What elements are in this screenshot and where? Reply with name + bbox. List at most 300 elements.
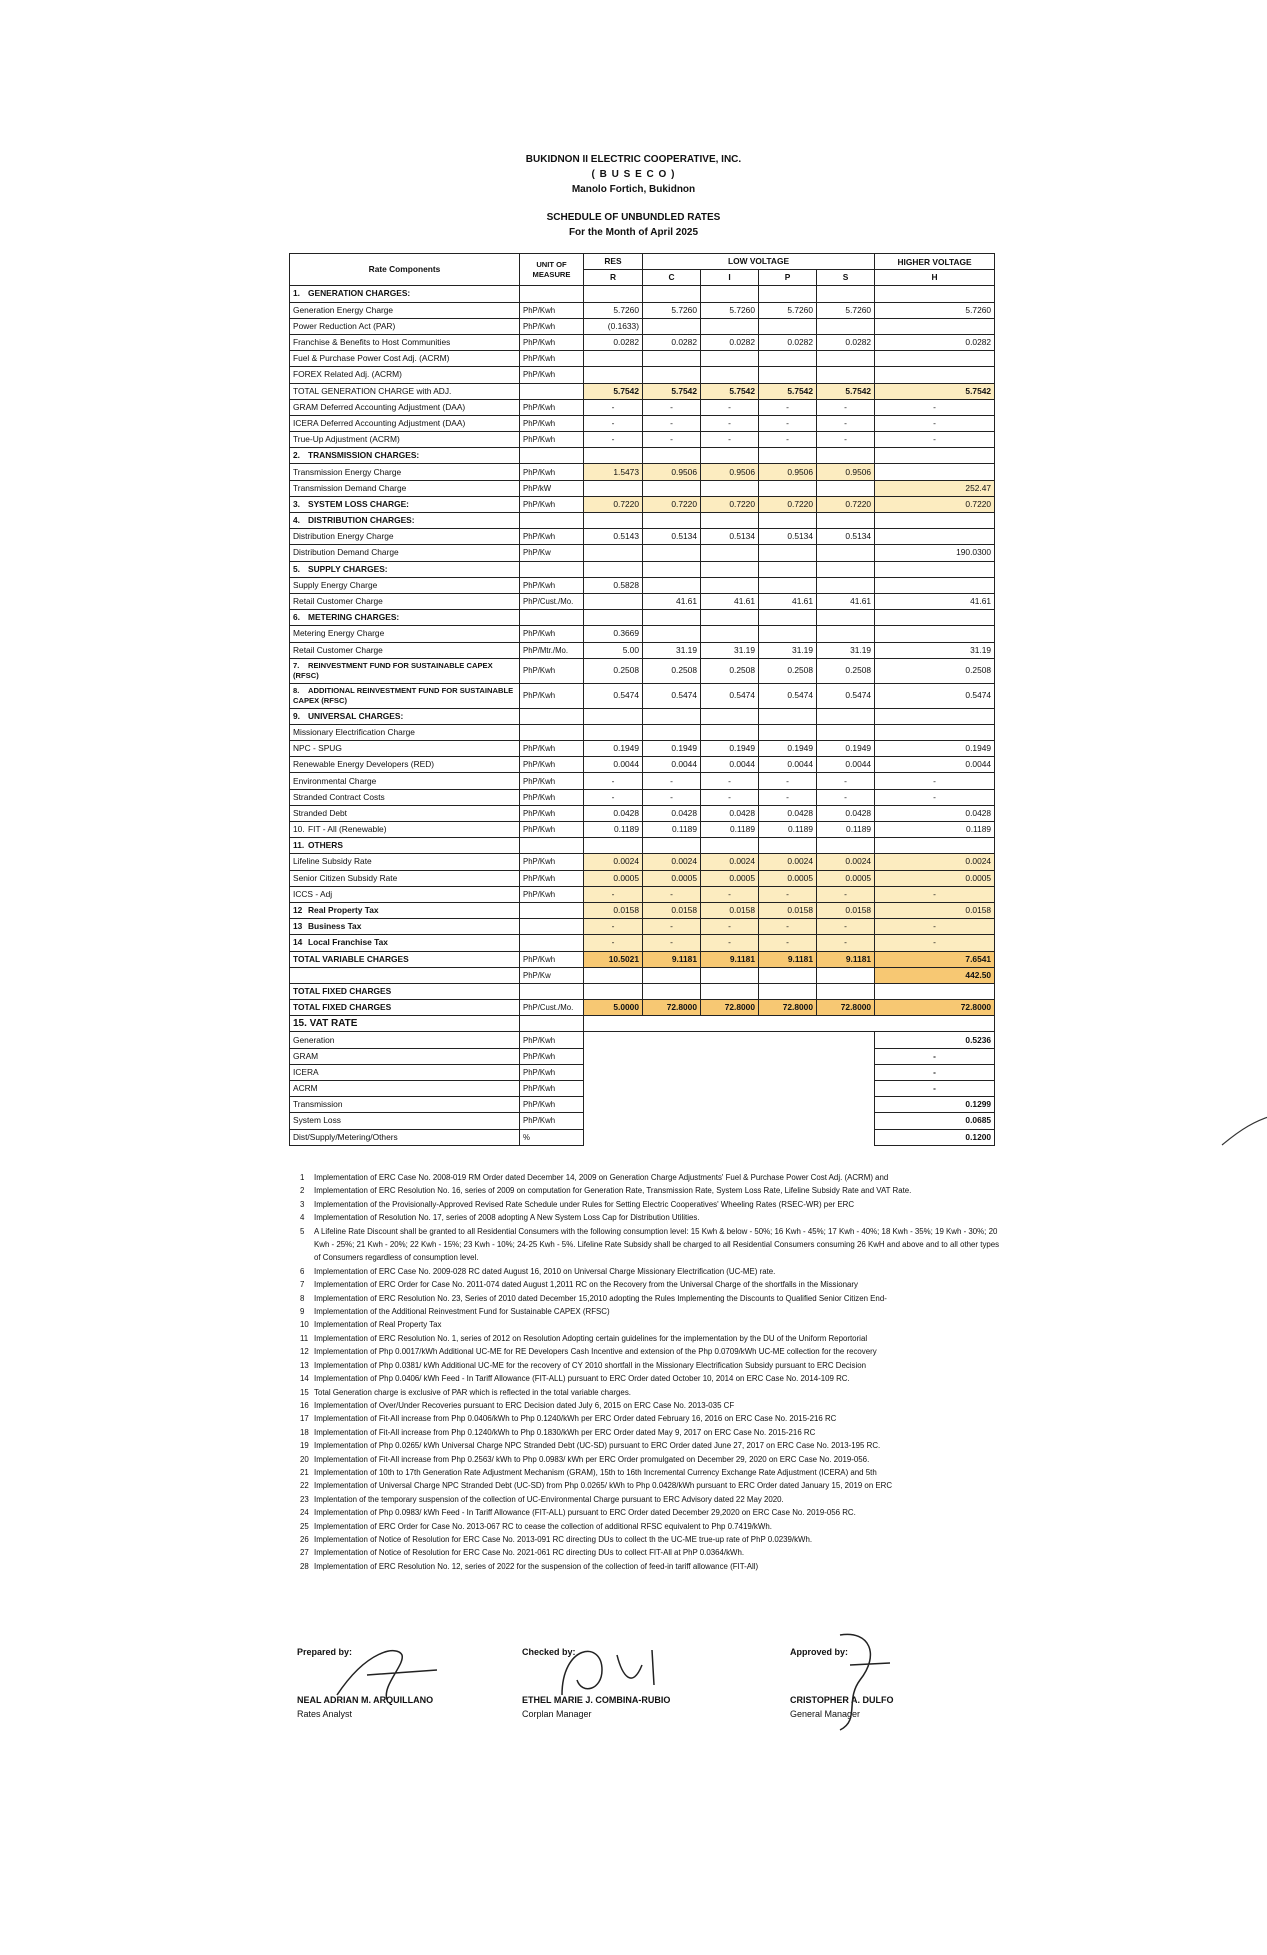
rate-value xyxy=(875,724,995,740)
rate-value xyxy=(584,351,643,367)
company-location: Manolo Fortich, Bukidnon xyxy=(571,184,696,195)
rate-component-label xyxy=(290,1000,520,1016)
table-row xyxy=(290,464,995,480)
rate-value: 5.7260 xyxy=(584,302,643,318)
rate-component-label xyxy=(290,545,520,561)
footnote-item xyxy=(300,1506,1000,1519)
unit-of-measure: PhP/Kwh xyxy=(520,432,584,448)
footnote-number: 3 xyxy=(300,1199,305,1209)
rates-table-body xyxy=(290,286,995,1016)
footnote-item xyxy=(300,1466,1000,1479)
row-label: Environmental Charge xyxy=(293,775,377,786)
vat-row xyxy=(290,1064,995,1080)
unit-of-measure: PhP/Kwh xyxy=(520,529,584,545)
rate-value: 31.19 xyxy=(701,642,759,658)
rate-value: - xyxy=(759,773,817,789)
rate-value xyxy=(643,513,701,529)
row-label: Stranded Contract Costs xyxy=(293,791,385,802)
table-row xyxy=(290,432,995,448)
rate-value: 0.0428 xyxy=(701,805,759,821)
footnote-number: 20 xyxy=(300,1454,309,1464)
rate-value: - xyxy=(875,935,995,951)
rate-value: - xyxy=(875,399,995,415)
rate-value xyxy=(643,480,701,496)
code-i: I xyxy=(701,270,759,286)
row-label: UNIVERSAL CHARGES: xyxy=(308,710,404,721)
footnote-item xyxy=(300,1211,1000,1224)
footnote-text: Implementation of Fit-All increase from Php 0.2563/ kWh to Php 0.0983/ kWh per ERC Order promulgated on December 29, 2020 on ERC Case No. 2019-056. xyxy=(314,1454,870,1464)
rate-value: 9.1181 xyxy=(759,951,817,967)
footnote-number: 18 xyxy=(300,1427,309,1437)
footnote-item xyxy=(300,1372,1000,1385)
footnote-text: Implementation of ERC Resolution No. 16, series of 2009 on computation for Generation Rate, Transmission Rate, System Loss Rate, Lifeline Subsidy Rate and VAT Rate. xyxy=(314,1186,912,1196)
rate-value xyxy=(817,967,875,983)
rate-value: 0.1189 xyxy=(584,822,643,838)
row-label: True-Up Adjustment (ACRM) xyxy=(293,434,400,445)
rate-value: - xyxy=(759,935,817,951)
footnote-text: Implementation of Php 0.0017/kWh Additional UC-ME for RE Developers Cash Incentive and extension of the Php 0.0709/kWh UC-ME collection for the recovery xyxy=(314,1347,877,1357)
rate-value xyxy=(643,286,701,302)
row-label: FIT - All (Renewable) xyxy=(308,824,387,835)
checked-label: Checked by: xyxy=(522,1647,576,1657)
rate-value: 0.0282 xyxy=(643,334,701,350)
rate-value: - xyxy=(643,935,701,951)
footnote-text: A Lifeline Rate Discount shall be granted to all Residential Consumers with the following consumption level: 15 Kwh & below - 50%; 16 Kwh - 45%; 17 Kwh - 40%; 18 Kwh - 35%; 19 Kwh - 30%; 20 Kwh - 25%; 21 Kwh - 20%; 22 Kwh - 15%; 23 Kwh - 10%; 24-25 Kwh - 5%. Lifeline Rate Subsidy shall be charged to all Residential Consumers consuming 26 KwH and above and to all other types of Consumers regardless of consumption level. xyxy=(314,1226,1000,1263)
table-row xyxy=(290,1000,995,1016)
rate-value xyxy=(817,626,875,642)
rate-value: 0.0428 xyxy=(817,805,875,821)
rate-component-label xyxy=(290,529,520,545)
unit-of-measure: PhP/Kwh xyxy=(520,658,584,683)
rate-component-label xyxy=(290,886,520,902)
unit-of-measure xyxy=(520,610,584,626)
table-row xyxy=(290,822,995,838)
rate-value: 0.0024 xyxy=(643,854,701,870)
footnote-item xyxy=(300,1426,1000,1439)
vat-value: 0.1200 xyxy=(875,1129,995,1145)
rate-value xyxy=(584,367,643,383)
rate-value xyxy=(817,367,875,383)
rate-component-label xyxy=(290,683,520,708)
unit-of-measure: PhP/Kwh xyxy=(520,496,584,512)
rate-value: 0.0024 xyxy=(701,854,759,870)
rate-value: 5.00 xyxy=(584,642,643,658)
table-row xyxy=(290,935,995,951)
rate-value xyxy=(875,448,995,464)
table-row xyxy=(290,529,995,545)
table-row xyxy=(290,545,995,561)
unit-of-measure: PhP/Kwh xyxy=(520,399,584,415)
rate-value: 0.7220 xyxy=(584,496,643,512)
row-label: Distribution Energy Charge xyxy=(293,531,394,542)
row-label: ICCS - Adj xyxy=(293,888,333,899)
rate-value xyxy=(817,724,875,740)
vat-blank xyxy=(584,1113,875,1129)
rate-value: 0.0005 xyxy=(643,870,701,886)
row-label: Retail Customer Charge xyxy=(293,644,383,655)
rate-value xyxy=(817,351,875,367)
rate-value xyxy=(643,351,701,367)
rate-value: 9.1181 xyxy=(701,951,759,967)
rate-value: - xyxy=(701,415,759,431)
rate-component-label xyxy=(290,935,520,951)
rate-value xyxy=(817,448,875,464)
vat-label: ACRM xyxy=(290,1081,520,1097)
row-label: Franchise & Benefits to Host Communities xyxy=(293,337,451,348)
company-name: BUKIDNON II ELECTRIC COOPERATIVE, INC. xyxy=(525,154,742,165)
rate-value: - xyxy=(875,886,995,902)
rate-value: 0.1949 xyxy=(643,741,701,757)
rate-value: 0.0005 xyxy=(759,870,817,886)
table-row xyxy=(290,415,995,431)
rate-component-label xyxy=(290,448,520,464)
rate-component-label xyxy=(290,464,520,480)
table-row xyxy=(290,367,995,383)
code-s: S xyxy=(817,270,875,286)
unit-of-measure: PhP/Kwh xyxy=(520,683,584,708)
rate-value: 0.2508 xyxy=(584,658,643,683)
rate-value xyxy=(643,610,701,626)
footnote-number: 1 xyxy=(300,1173,305,1182)
rate-value xyxy=(701,838,759,854)
rate-value xyxy=(584,724,643,740)
rate-value: 0.0024 xyxy=(875,854,995,870)
rate-value: - xyxy=(875,415,995,431)
rate-value: 0.5134 xyxy=(817,529,875,545)
rate-value: 0.0282 xyxy=(875,334,995,350)
rate-value: - xyxy=(701,399,759,415)
footnote-text: Implementation of the Provisionally-Approved Revised Rate Schedule under Rules for Setting Electric Cooperatives' Wheeling Rates (RSEC-WR) per ERC xyxy=(314,1199,855,1209)
rate-value xyxy=(584,983,643,999)
row-label: Retail Customer Charge xyxy=(293,596,383,607)
vat-row xyxy=(290,1032,995,1048)
rate-value: 41.61 xyxy=(701,593,759,609)
row-label: REINVESTMENT FUND FOR SUSTAINABLE CAPEX (RFSC) xyxy=(293,660,493,680)
table-row xyxy=(290,967,995,983)
rate-component-label xyxy=(290,967,520,983)
rate-value xyxy=(584,967,643,983)
table-row xyxy=(290,854,995,870)
rate-value: 0.7220 xyxy=(643,496,701,512)
unit-of-measure: PhP/Kw xyxy=(520,545,584,561)
rate-value: 0.5474 xyxy=(701,683,759,708)
rate-value xyxy=(701,286,759,302)
rate-value: 7.6541 xyxy=(875,951,995,967)
rate-value xyxy=(643,838,701,854)
rate-component-label xyxy=(290,399,520,415)
vat-value: - xyxy=(875,1048,995,1064)
rate-value xyxy=(584,513,643,529)
table-row xyxy=(290,886,995,902)
vat-unit: PhP/Kwh xyxy=(520,1097,584,1113)
table-row xyxy=(290,286,995,302)
table-row xyxy=(290,610,995,626)
footnote-number: 2 xyxy=(300,1186,305,1196)
rate-value: 0.1189 xyxy=(643,822,701,838)
rate-component-label xyxy=(290,351,520,367)
unit-of-measure xyxy=(520,902,584,918)
unit-of-measure: PhP/Kwh xyxy=(520,773,584,789)
footnote-number: 11 xyxy=(300,1333,309,1343)
rate-value: - xyxy=(584,773,643,789)
rate-value: - xyxy=(701,432,759,448)
rate-value: 0.7220 xyxy=(817,496,875,512)
rate-value xyxy=(759,367,817,383)
rate-value xyxy=(643,367,701,383)
unit-of-measure xyxy=(520,838,584,854)
table-row xyxy=(290,334,995,350)
rate-value: 5.7260 xyxy=(643,302,701,318)
rate-value xyxy=(701,367,759,383)
rate-value xyxy=(875,561,995,577)
unit-of-measure: PhP/Kwh xyxy=(520,318,584,334)
rate-value xyxy=(875,626,995,642)
vat-title-row xyxy=(290,1016,995,1032)
row-label: Stranded Debt xyxy=(293,807,348,818)
row-number: 6. xyxy=(293,612,300,623)
rate-value: 31.19 xyxy=(643,642,701,658)
footnote-number: 15 xyxy=(300,1387,309,1397)
rate-value: 0.5474 xyxy=(817,683,875,708)
unit-of-measure: PhP/Kwh xyxy=(520,415,584,431)
vat-label: Dist/Supply/Metering/Others xyxy=(290,1129,520,1145)
vat-row xyxy=(290,1113,995,1129)
rate-component-label xyxy=(290,789,520,805)
rate-component-label xyxy=(290,480,520,496)
rate-value: 0.5134 xyxy=(759,529,817,545)
unit-of-measure: PhP/Kwh xyxy=(520,626,584,642)
rate-value: - xyxy=(584,935,643,951)
rate-value: - xyxy=(759,432,817,448)
row-label: Missionary Electrification Charge xyxy=(293,726,415,737)
footnote-number: 14 xyxy=(300,1374,309,1384)
unit-of-measure xyxy=(520,708,584,724)
approved-label: Approved by: xyxy=(790,1647,849,1657)
footnote-item xyxy=(300,1305,1000,1318)
footnote-text: Implementation of Real Property Tax xyxy=(314,1320,442,1330)
code-p: P xyxy=(759,270,817,286)
rate-value: 5.0000 xyxy=(584,1000,643,1016)
footnote-item xyxy=(300,1399,1000,1412)
rate-value: 41.61 xyxy=(643,593,701,609)
rate-value: - xyxy=(643,773,701,789)
rate-value: 0.0005 xyxy=(701,870,759,886)
rate-value: 0.0282 xyxy=(701,334,759,350)
footnote-text: Implementation of Notice of Resolution for ERC Case No. 2021-061 RC directing DUs to collect FIT-All at PhP 0.0364/kWh. xyxy=(314,1548,745,1558)
rate-value xyxy=(817,286,875,302)
unit-of-measure xyxy=(520,983,584,999)
rate-value xyxy=(759,610,817,626)
footnote-text: Implementation of Notice of Resolution for ERC Case No. 2013-091 RC directing DUs to collect th the UC-ME true-up rate of PhP 0.0239/kWh. xyxy=(314,1534,813,1544)
rate-value: - xyxy=(643,399,701,415)
rate-component-label xyxy=(290,432,520,448)
header-unit: UNIT OF MEASURE xyxy=(520,254,584,286)
rate-component-label xyxy=(290,302,520,318)
vat-row xyxy=(290,1048,995,1064)
footnote-number: 21 xyxy=(300,1467,309,1477)
rate-value: - xyxy=(817,415,875,431)
rate-value xyxy=(817,577,875,593)
rate-value: 0.0158 xyxy=(759,902,817,918)
table-row xyxy=(290,870,995,886)
rate-value xyxy=(701,480,759,496)
vat-value: 0.1299 xyxy=(875,1097,995,1113)
rate-component-label xyxy=(290,496,520,512)
footnote-item xyxy=(300,1479,1000,1492)
rate-value: 0.7220 xyxy=(701,496,759,512)
rate-value: 0.5143 xyxy=(584,529,643,545)
row-label: Renewable Energy Developers (RED) xyxy=(293,759,435,770)
table-row xyxy=(290,773,995,789)
row-label: TOTAL GENERATION CHARGE with ADJ. xyxy=(293,385,452,396)
table-row xyxy=(290,496,995,512)
rate-value xyxy=(817,838,875,854)
rate-component-label xyxy=(290,626,520,642)
rate-value: 0.1949 xyxy=(875,741,995,757)
row-label: Fuel & Purchase Power Cost Adj. (ACRM) xyxy=(293,353,450,364)
rate-value: 0.0282 xyxy=(584,334,643,350)
row-label: TRANSMISSION CHARGES: xyxy=(308,450,420,461)
rate-value xyxy=(759,561,817,577)
rate-value: - xyxy=(701,886,759,902)
rate-value: 252.47 xyxy=(875,480,995,496)
rate-value: 31.19 xyxy=(875,642,995,658)
vat-table-body xyxy=(290,1016,995,1146)
rate-value xyxy=(817,983,875,999)
footnote-number: 22 xyxy=(300,1481,309,1491)
unit-of-measure xyxy=(520,513,584,529)
rate-value: - xyxy=(817,919,875,935)
footnote-number: 16 xyxy=(300,1400,309,1410)
rate-component-label xyxy=(290,577,520,593)
rate-value: 41.61 xyxy=(759,593,817,609)
rate-value: 5.7542 xyxy=(875,383,995,399)
vat-blank xyxy=(584,1064,875,1080)
footnote-item xyxy=(300,1560,1000,1573)
unit-of-measure: PhP/Kwh xyxy=(520,854,584,870)
rate-value: 0.9506 xyxy=(759,464,817,480)
rate-value xyxy=(701,513,759,529)
rate-value: - xyxy=(759,399,817,415)
row-label: Metering Energy Charge xyxy=(293,628,385,639)
prepared-name: NEAL ADRIAN M. ARQUILLANO xyxy=(297,1695,434,1705)
footnote-number: 5 xyxy=(300,1226,305,1236)
vat-unit: % xyxy=(520,1129,584,1145)
footnote-item xyxy=(300,1533,1000,1546)
table-row xyxy=(290,577,995,593)
row-number: 12 xyxy=(293,905,303,916)
footnote-number: 7 xyxy=(300,1280,305,1290)
footnote-number: 27 xyxy=(300,1548,309,1558)
rate-value xyxy=(759,286,817,302)
rate-value: 0.2508 xyxy=(875,658,995,683)
rate-value: 0.0005 xyxy=(875,870,995,886)
unit-of-measure xyxy=(520,286,584,302)
unit-of-measure xyxy=(520,935,584,951)
rate-value xyxy=(643,983,701,999)
footnote-text: Implementation of Php 0.0381/ kWh Additional UC-ME for the recovery of CY 2010 shortfall in the Missionary Electrification Subsidy pursuant to ERC Decision xyxy=(314,1360,867,1370)
row-label: Local Franchise Tax xyxy=(308,937,388,948)
vat-value: 0.5236 xyxy=(875,1032,995,1048)
rate-value: 0.0044 xyxy=(759,757,817,773)
rate-value: 5.7542 xyxy=(701,383,759,399)
rate-value: 5.7542 xyxy=(643,383,701,399)
rate-value xyxy=(701,983,759,999)
row-label: Distribution Demand Charge xyxy=(293,547,399,558)
rate-value xyxy=(759,708,817,724)
rate-value: - xyxy=(584,399,643,415)
unit-of-measure: PhP/Kwh xyxy=(520,302,584,318)
unit-of-measure: PhP/Kwh xyxy=(520,757,584,773)
rates-table xyxy=(289,253,995,1146)
signature-approved-block xyxy=(790,1685,894,1721)
rate-value xyxy=(817,610,875,626)
table-row xyxy=(290,724,995,740)
footnote-item xyxy=(300,1318,1000,1331)
rate-value: - xyxy=(817,432,875,448)
rate-value xyxy=(759,967,817,983)
rate-value: 0.1949 xyxy=(817,741,875,757)
row-number: 7. xyxy=(293,660,300,670)
rate-value: 0.0044 xyxy=(817,757,875,773)
rate-value: - xyxy=(701,789,759,805)
row-number: 8. xyxy=(293,685,300,695)
rate-value: 0.1189 xyxy=(875,822,995,838)
row-label: Real Property Tax xyxy=(308,905,379,916)
vat-blank xyxy=(584,1081,875,1097)
table-row xyxy=(290,642,995,658)
table-row xyxy=(290,902,995,918)
rate-value: 0.0428 xyxy=(643,805,701,821)
vat-unit: PhP/Kwh xyxy=(520,1048,584,1064)
checked-title: Corplan Manager xyxy=(522,1709,592,1719)
rate-value xyxy=(875,838,995,854)
code-h: H xyxy=(875,270,995,286)
row-number: 5. xyxy=(293,563,300,574)
rate-component-label xyxy=(290,854,520,870)
rate-value: 5.7260 xyxy=(817,302,875,318)
unit-of-measure xyxy=(520,561,584,577)
rate-value xyxy=(701,724,759,740)
footnote-text: Implementation of ERC Order for Case No. 2013-067 RC to cease the collection of additional RFSC equivalent to Php 0.7419/kWh. xyxy=(314,1521,772,1531)
rate-value xyxy=(759,545,817,561)
footnote-item xyxy=(300,1292,1000,1305)
row-label: Senior Citizen Subsidy Rate xyxy=(293,872,398,883)
rate-value: 0.5474 xyxy=(643,683,701,708)
table-row xyxy=(290,919,995,935)
signature-mark-icon xyxy=(542,1635,682,1705)
rate-value: 0.0005 xyxy=(817,870,875,886)
footnote-number: 17 xyxy=(300,1414,309,1424)
unit-of-measure: PhP/Kwh xyxy=(520,886,584,902)
row-label: TOTAL VARIABLE CHARGES xyxy=(293,953,409,964)
rate-value: 9.1181 xyxy=(817,951,875,967)
rate-value xyxy=(701,561,759,577)
unit-of-measure xyxy=(520,448,584,464)
rate-value: 0.0428 xyxy=(759,805,817,821)
row-label: ADDITIONAL REINVESTMENT FUND FOR SUSTAINABLE CAPEX (RFSC) xyxy=(293,685,514,705)
rate-value xyxy=(875,367,995,383)
rate-value: 41.61 xyxy=(817,593,875,609)
document-title: SCHEDULE OF UNBUNDLED RATES xyxy=(546,212,721,223)
footnote-item xyxy=(300,1412,1000,1425)
rate-component-label xyxy=(290,708,520,724)
footnote-text: Total Generation charge is exclusive of PAR which is reflected in the total variable charges. xyxy=(314,1387,631,1397)
rate-component-label xyxy=(290,724,520,740)
rate-value: 0.5474 xyxy=(584,683,643,708)
rate-component-label xyxy=(290,334,520,350)
rate-value xyxy=(643,545,701,561)
